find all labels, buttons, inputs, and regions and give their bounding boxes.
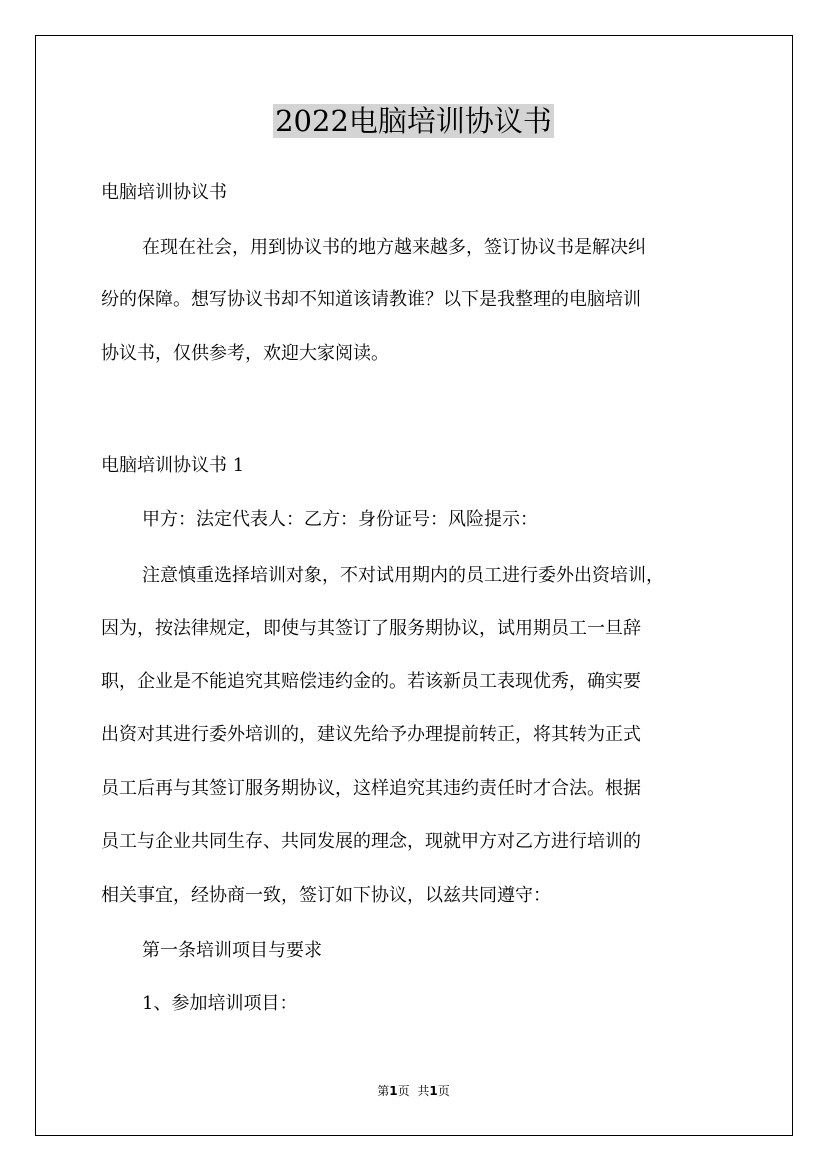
page-label-prefix: 第 <box>377 1084 390 1098</box>
page-label-suffix: 页 <box>397 1084 410 1098</box>
document-title-text: 2022电脑培训协议书 <box>275 104 552 138</box>
body-line: 相关事宜，经协商一致，签订如下协议，以兹共同遵守： <box>101 885 551 906</box>
body-line: 出资对其进行委外培训的，建议先给予办理提前转正，将其转为正式 <box>101 724 641 745</box>
article-heading: 第一条培训项目与要求 <box>142 940 322 961</box>
intro-line: 纷的保障。想写协议书却不知道该请教谁？以下是我整理的电脑培训 <box>101 289 641 310</box>
body-line: 因为，按法律规定，即使与其签订了服务期协议，试用期员工一旦辞 <box>101 618 641 639</box>
total-pages: 1 <box>429 1084 438 1098</box>
document-subtitle: 电脑培训协议书 <box>101 182 227 203</box>
body-line: 注意慎重选择培训对象，不对试用期内的员工进行委外出资培训， <box>142 565 664 586</box>
total-label-prefix: 共 <box>417 1084 430 1098</box>
page-footer <box>0 1082 827 1100</box>
document-title <box>0 101 827 141</box>
body-line: 员工后再与其签订服务期协议，这样追究其违约责任时才合法。根据 <box>101 778 641 799</box>
page-number: 1 <box>389 1084 398 1098</box>
parties-line: 甲方：法定代表人：乙方：身份证号：风险提示： <box>142 509 538 530</box>
intro-line: 在现在社会，用到协议书的地方越来越多，签订协议书是解决纠 <box>142 237 646 258</box>
section-heading: 电脑培训协议书 1 <box>101 455 245 476</box>
intro-line: 协议书，仅供参考，欢迎大家阅读。 <box>101 343 389 364</box>
body-line: 员工与企业共同生存、共同发展的理念，现就甲方对乙方进行培训的 <box>101 831 641 852</box>
total-label-suffix: 页 <box>437 1084 450 1098</box>
item-line: 1、参加培训项目： <box>142 993 298 1014</box>
body-line: 职，企业是不能追究其赔偿违约金的。若该新员工表现优秀，确实要 <box>101 671 641 692</box>
